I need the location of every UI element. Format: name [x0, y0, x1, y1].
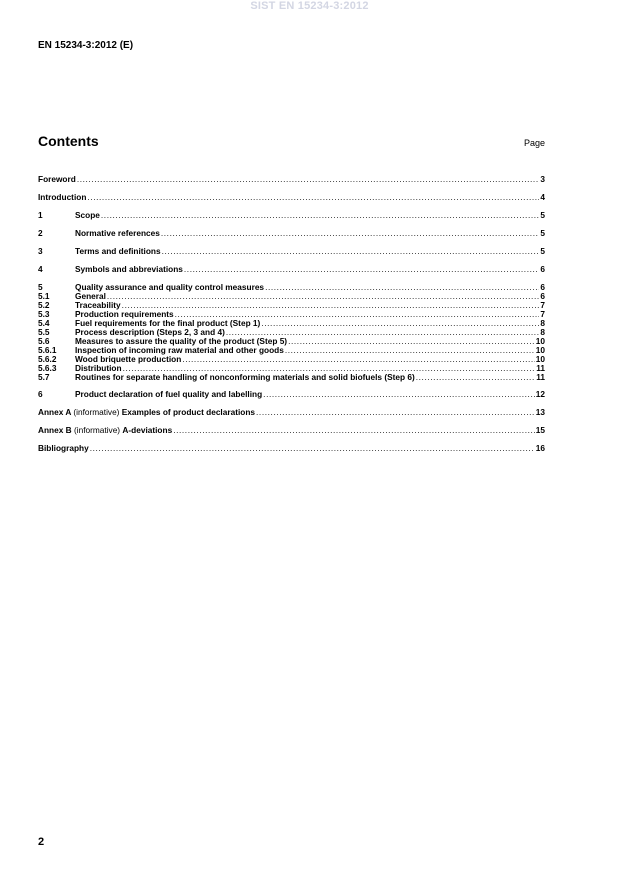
toc-leader-dots	[256, 407, 535, 417]
watermark: SIST EN 15234-3:2012	[250, 0, 369, 12]
toc-leader-dots	[161, 228, 540, 238]
toc-entry-page: 11	[536, 363, 545, 373]
toc-entry-page: 6	[540, 291, 545, 301]
toc-entry-page: 4	[540, 192, 545, 202]
toc-entry-title: Introduction	[38, 192, 87, 202]
toc-leader-dots	[162, 246, 540, 256]
toc-entry-page: 5	[540, 210, 545, 220]
toc-entry-title: Traceability	[75, 300, 121, 310]
annex-type: (informative)	[73, 425, 123, 435]
toc-entry-title: Distribution	[75, 363, 122, 373]
toc-entry[interactable]	[38, 228, 545, 238]
annex-title: Examples of product declarations	[121, 407, 256, 417]
toc-entry[interactable]	[38, 264, 545, 274]
document-id: EN 15234-3:2012 (E)	[38, 40, 134, 51]
toc-entry[interactable]	[38, 210, 545, 220]
toc-leader-dots	[184, 264, 539, 274]
toc-entry[interactable]	[38, 192, 545, 202]
annex-title: A-deviations	[122, 425, 173, 435]
toc-entry-title: Process description (Steps 2, 3 and 4)	[75, 327, 225, 337]
toc-entry-page: 5	[540, 246, 545, 256]
toc-entry[interactable]	[38, 372, 545, 382]
toc-entry-number: 5	[38, 282, 43, 292]
toc-leader-dots	[416, 372, 535, 382]
toc-entry-number: 5.5	[38, 327, 50, 337]
toc-entry-title: Routines for separate handling of nonconforming materials and solid biofuels (Step 6)	[75, 372, 415, 382]
toc-entry-page: 12	[535, 389, 545, 399]
toc-entry-number: 5.6.3	[38, 363, 57, 373]
toc-leader-dots	[263, 389, 535, 399]
toc-entry-number: 5.3	[38, 309, 50, 319]
toc-entry-title	[38, 407, 255, 417]
toc-entry-number: 2	[38, 228, 43, 238]
toc-entry-title: Fuel requirements for the final product (Step 1)	[75, 318, 261, 328]
toc-entry-title: Bibliography	[38, 443, 89, 453]
toc-entry[interactable]	[38, 174, 545, 184]
toc-entry-number: 5.7	[38, 372, 50, 382]
toc-entry-page: 16	[535, 443, 545, 453]
toc-entry-title: Foreword	[38, 174, 76, 184]
toc-leader-dots	[101, 210, 539, 220]
toc-entry[interactable]	[38, 443, 545, 453]
toc-leader-dots	[90, 443, 535, 453]
toc-entry[interactable]	[38, 425, 545, 435]
toc-entry-title	[38, 425, 172, 435]
toc-entry-page: 10	[535, 336, 545, 346]
toc-entry-page: 15	[535, 425, 545, 435]
contents-title: Contents	[38, 133, 99, 149]
toc-entry-page: 7	[540, 309, 545, 319]
toc-leader-dots	[173, 425, 535, 435]
toc-leader-dots	[87, 192, 539, 202]
toc-entry-number: 5.1	[38, 291, 50, 301]
toc-entry-number: 3	[38, 246, 43, 256]
toc-entry-number: 1	[38, 210, 43, 220]
toc-entry-title: Measures to assure the quality of the product (Step 5)	[75, 336, 288, 346]
toc-entry-page: 6	[540, 282, 545, 292]
annex-label: Annex B	[38, 425, 74, 435]
toc-entry-title: Scope	[75, 210, 100, 220]
toc-entry[interactable]	[38, 389, 545, 399]
toc-entry-page: 3	[540, 174, 545, 184]
toc-entry-page: 6	[540, 264, 545, 274]
toc-entry[interactable]	[38, 246, 545, 256]
toc-entry-title: Product declaration of fuel quality and labelling	[75, 389, 263, 399]
toc-entry-page: 7	[540, 300, 545, 310]
annex-type: (informative)	[73, 407, 122, 417]
footer-page-number: 2	[38, 836, 45, 848]
toc-entry-title: Quality assurance and quality control measures	[75, 282, 265, 292]
toc-entry-page: 8	[540, 327, 545, 337]
toc-entry-page: 5	[540, 228, 545, 238]
toc-entry-number: 5.4	[38, 318, 50, 328]
toc-entry-number: 4	[38, 264, 43, 274]
toc-entry-title: Normative references	[75, 228, 160, 238]
toc-entry-number: 5.2	[38, 300, 50, 310]
toc-entry-page: 10	[535, 345, 545, 355]
toc-entry-number: 5.6	[38, 336, 50, 346]
toc-entry-title: Terms and definitions	[75, 246, 161, 256]
toc-entry-number: 5.6.2	[38, 354, 57, 364]
page-column-label: Page	[523, 138, 545, 148]
toc-entry-title: Production requirements	[75, 309, 174, 319]
toc-entry-page: 10	[535, 354, 545, 364]
toc-entry-page: 13	[535, 407, 545, 417]
toc-entry[interactable]	[38, 407, 545, 417]
annex-label: Annex A	[38, 407, 74, 417]
toc-leader-dots	[77, 174, 540, 184]
toc-entry-title: Inspection of incoming raw material and other goods	[75, 345, 284, 355]
toc-entry-page: 8	[540, 318, 545, 328]
toc-entry-title: General	[75, 291, 106, 301]
toc-entry-page: 11	[536, 372, 545, 382]
toc-entry-title: Wood briquette production	[75, 354, 182, 364]
toc-entry-number: 6	[38, 389, 43, 399]
toc-entry-number: 5.6.1	[38, 345, 57, 355]
toc-entry-title: Symbols and abbreviations	[75, 264, 183, 274]
